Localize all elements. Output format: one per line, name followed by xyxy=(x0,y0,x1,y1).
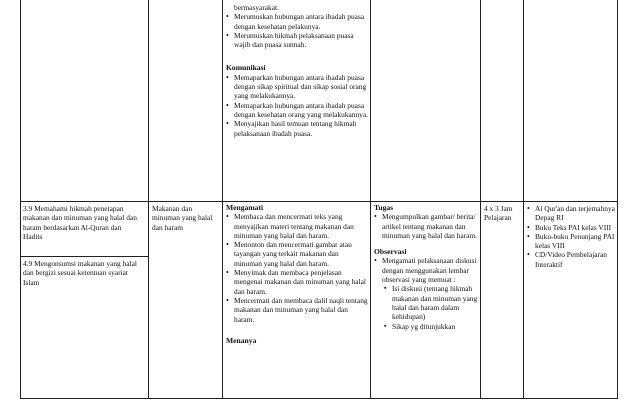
kd-49-text: 4.9 Mengonsumsi makanan yang halal dan bergizi sesuai ketentuan syariat Islam xyxy=(23,259,137,287)
penilaian-cell xyxy=(374,203,478,331)
tugas-heading: Tugas xyxy=(374,203,394,212)
table-divider-1 xyxy=(148,0,149,399)
list-item: • Membaca dan mencermati teks yang menyajikan materi tentang makanan dan minuman yang halal dan haram. xyxy=(226,212,368,240)
row-divider-kd xyxy=(20,256,148,257)
table-divider-5 xyxy=(523,0,524,399)
list-item: • Menyajikan hasil temuan tentang hikmah pelaksanaan ibadah puasa. xyxy=(226,119,368,138)
list-subitem: ▪ Sikap yg ditunjukkan xyxy=(384,322,478,331)
table-divider-2 xyxy=(222,0,223,399)
materi-text: Makanan dan minuman yang halal dan haram xyxy=(152,204,213,232)
list-subitem: ▪ Isi diskusi (tentang hikmah makanan dan minuman yang halal dan haram dalam kehidupan) xyxy=(384,284,478,321)
list-item: • Menonton dan mencermati gambar atau tayangan yang terkait makanan dan minuman yang halal dan haram. xyxy=(226,240,368,268)
sumber-cell xyxy=(527,204,615,269)
kd-49-cell xyxy=(23,259,141,287)
table-border-right xyxy=(617,0,618,399)
list-item: • Mengamati pelaksanaan diskusi dengan menggunakan lembar observasi yang memuat : xyxy=(374,256,478,284)
list-item: • Buku-buku Penunjang PAI kelas VIII xyxy=(527,232,615,251)
lead-text: bermasyarakat. xyxy=(234,3,279,12)
list-item: • Merumuskan hubungan antara ibadah puasa dengan kesehatan pelakunya. xyxy=(226,12,368,31)
table-divider-3 xyxy=(370,0,371,399)
list-item: • Merumuskan hikmah pelaksanaan puasa wajib dan puasa sunnah. xyxy=(226,31,368,50)
komunikasi-heading: Komunikasi xyxy=(226,63,266,73)
table-border-bottom xyxy=(20,398,618,399)
row-divider-top xyxy=(20,201,618,202)
list-item: • Memaparkan hubungan antara ibadah puasa dengan sikap spiritual dan sikap sosial orang yang melakukannya. xyxy=(226,73,368,101)
kd-39-text: 3.9 Memahami hikmah penetapan makanan dan minuman yang halal dan haram berdasarkan Al-Quran dan Hadits xyxy=(23,204,137,241)
list-item: • Mencermati dan membaca dalil naqli tentang makanan dan minuman yang halal dan haram. xyxy=(226,296,368,324)
waktu-cell xyxy=(484,204,522,223)
list-item: • CD/Video Pembelajaran Interaktif xyxy=(527,250,615,269)
list-item: • Al Qur'an dan terjemahnya Depag RI xyxy=(527,204,615,223)
kegiatan-continuation-cell xyxy=(226,3,368,138)
pembelajaran-cell xyxy=(226,203,368,345)
kd-39-cell xyxy=(23,204,141,241)
table-divider-4 xyxy=(480,0,481,399)
list-item: • Menyimak dan membaca penjelasan mengenai makanan dan minuman yang halal dan haram. xyxy=(226,268,368,296)
mengamati-heading: Mengamati xyxy=(226,203,264,212)
menanya-heading: Menanya xyxy=(226,335,257,345)
list-item: • Buku Teks PAI kelas VIII xyxy=(527,223,615,232)
list-item: • Memaparkan hubungan antara ibadah puasa dengan kesehatan orang yang melakukannya. xyxy=(226,101,368,120)
list-item: • Mengumpulkan gambar/ berita/ artikel tentang makanan dan minuman yang halal dan haram. xyxy=(374,212,478,240)
observasi-heading: Observasi xyxy=(374,247,407,257)
table-border-left xyxy=(20,0,21,399)
materi-cell xyxy=(152,204,218,232)
waktu-text: 4 x 3 Jam Pelajaran xyxy=(484,204,513,223)
